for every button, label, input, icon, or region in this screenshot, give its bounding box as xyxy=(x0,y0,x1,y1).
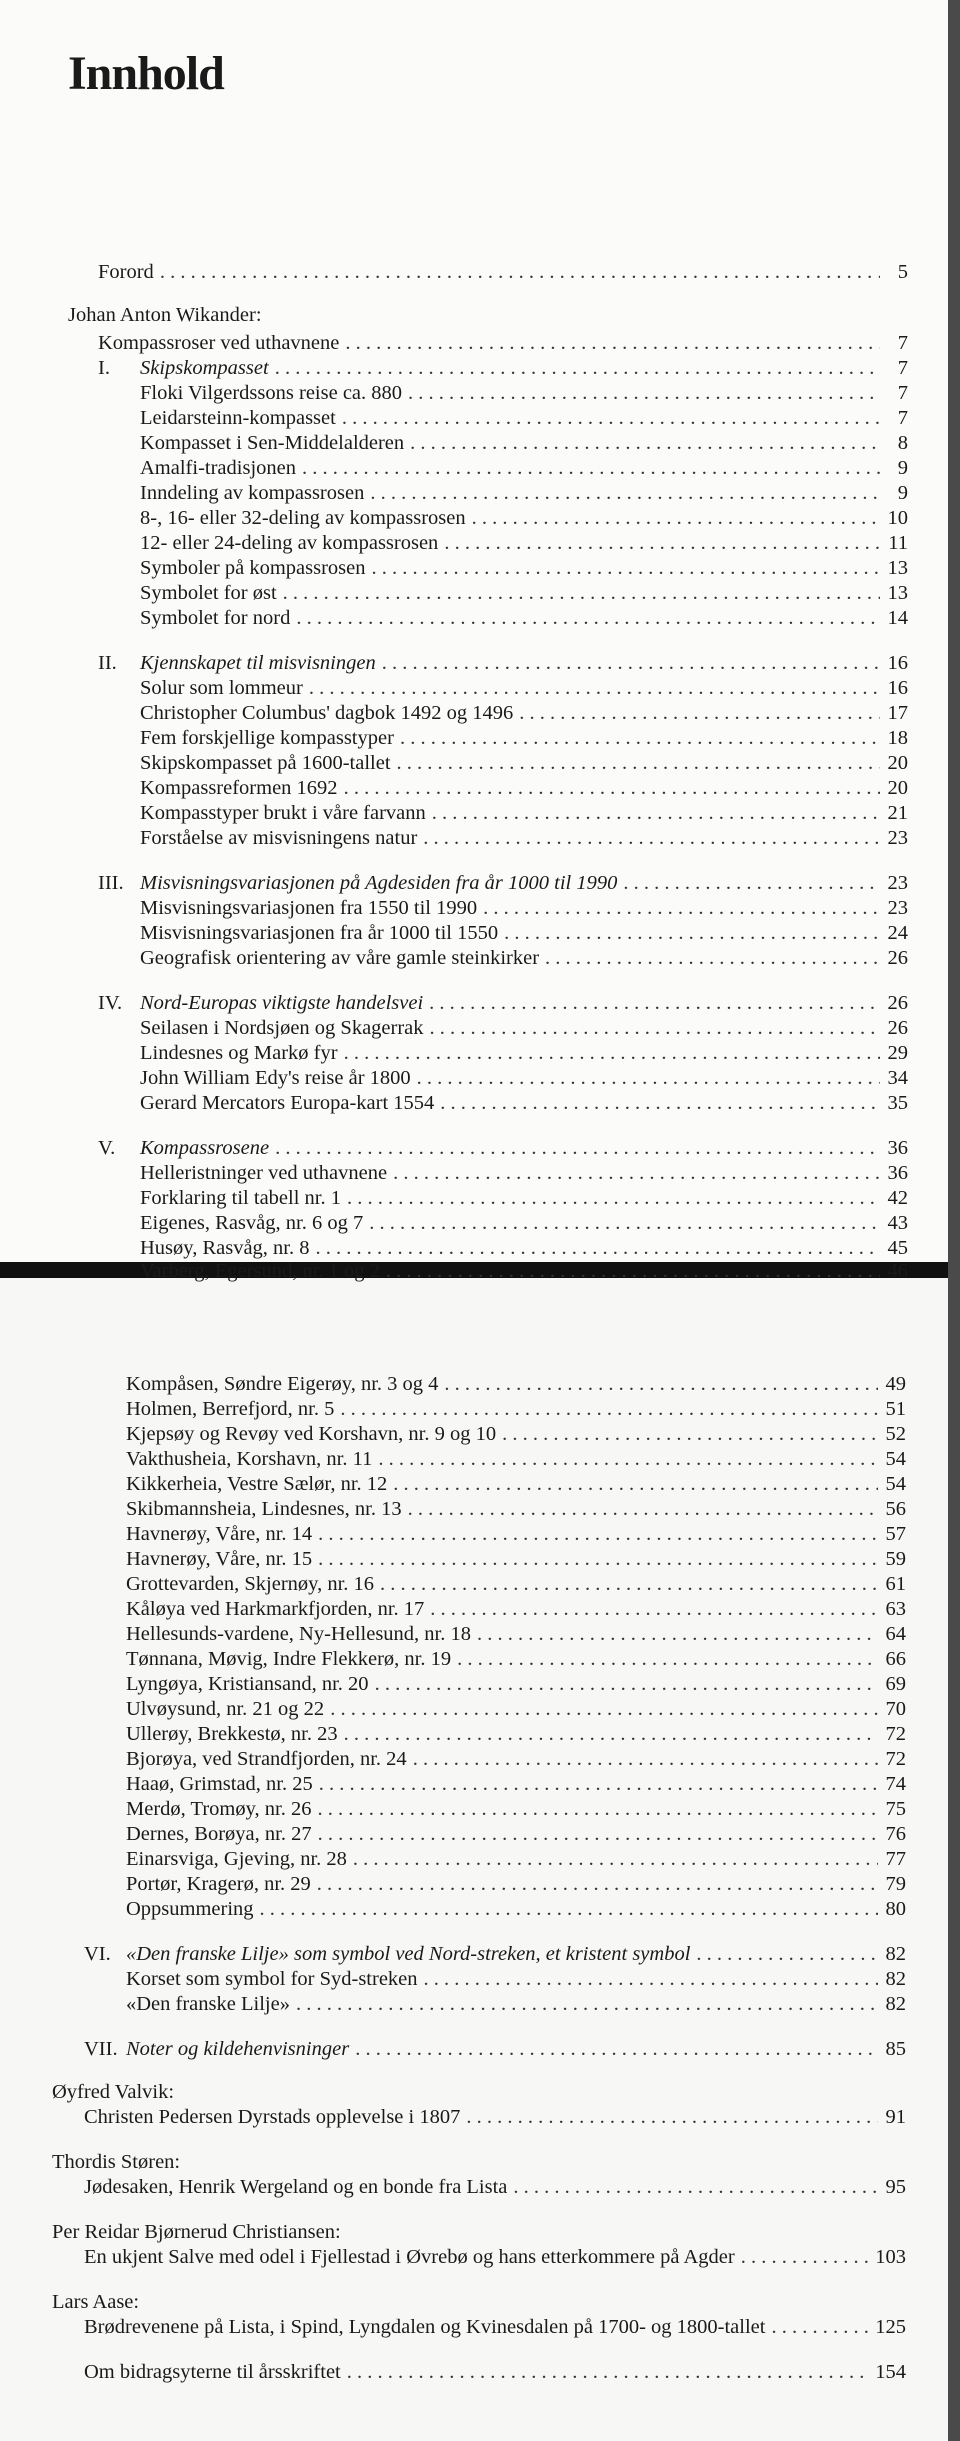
entry-title: Misvisningsvariasjonen fra 1550 til 1990 xyxy=(140,897,478,919)
dot-leader xyxy=(440,1091,880,1115)
entry-title: Lyngøya, Kristiansand, nr. 20 xyxy=(126,1673,369,1695)
toc-entry xyxy=(140,381,908,405)
page-number: 20 xyxy=(887,777,908,799)
dot-leader xyxy=(397,751,880,775)
toc-entry xyxy=(126,1967,906,1991)
page-number: 57 xyxy=(885,1523,906,1545)
toc-entry xyxy=(140,701,908,725)
chapter-number: III. xyxy=(98,872,124,894)
chapter-title: Kjennskapet til misvisningen xyxy=(140,652,376,674)
entry-title: Christopher Columbus' dagbok 1492 og 1496 xyxy=(140,702,514,724)
chapter-number: VI. xyxy=(84,1943,111,1965)
toc-entry xyxy=(140,556,908,580)
dot-leader xyxy=(410,431,880,455)
entry-title: Geografisk orientering av våre gamle steinkirker xyxy=(140,947,540,969)
entry-title: Ulvøysund, nr. 21 og 22 xyxy=(126,1698,325,1720)
dot-leader xyxy=(371,556,880,580)
dot-leader xyxy=(344,1722,878,1746)
dot-leader xyxy=(502,1422,878,1446)
toc-entry xyxy=(126,1622,906,1646)
dot-leader xyxy=(382,651,880,675)
entry-title: Hellesunds-vardene, Ny-Hellesund, nr. 18 xyxy=(126,1623,471,1645)
dot-leader xyxy=(771,2315,869,2339)
page-number: 59 xyxy=(885,1548,906,1570)
dot-leader xyxy=(347,1186,880,1210)
page-number: 20 xyxy=(887,752,908,774)
page-number: 95 xyxy=(885,2176,906,2198)
entry-title: Forståelse av misvisningens natur xyxy=(140,827,418,849)
dot-leader xyxy=(400,726,880,750)
page-number: 54 xyxy=(885,1473,906,1495)
page-number: 80 xyxy=(885,1898,906,1920)
toc-entry xyxy=(126,1672,906,1696)
page-number: 45 xyxy=(887,1237,908,1259)
scan-edge xyxy=(948,0,960,2441)
page-number: 75 xyxy=(885,1798,906,1820)
dot-leader xyxy=(316,1236,881,1260)
entry-title: Skipskompasset på 1600-tallet xyxy=(140,752,391,774)
dot-leader xyxy=(275,1136,880,1160)
page-number: 9 xyxy=(897,482,908,504)
entry-title: Vakthusheia, Korshavn, nr. 11 xyxy=(126,1448,373,1470)
toc-entry xyxy=(140,456,908,480)
page-number: 54 xyxy=(885,1448,906,1470)
dot-leader xyxy=(296,1992,878,2016)
entry-title: Symbolet for nord xyxy=(140,607,291,629)
toc-entry xyxy=(84,2037,906,2061)
dot-leader xyxy=(380,1572,878,1596)
page-number: 5 xyxy=(897,261,908,283)
toc-entry xyxy=(126,1597,906,1621)
entry-title: Kompassreformen 1692 xyxy=(140,777,338,799)
page-number: 43 xyxy=(887,1212,908,1234)
entry-title: Tønnana, Møvig, Indre Flekkerø, nr. 19 xyxy=(126,1648,452,1670)
page-number: 69 xyxy=(885,1673,906,1695)
entry-title: Kompåsen, Søndre Eigerøy, nr. 3 og 4 xyxy=(126,1373,439,1395)
dot-leader xyxy=(429,991,880,1015)
toc-entry xyxy=(140,726,908,750)
page-number: 46 xyxy=(887,1260,908,1282)
page-title: Innhold xyxy=(68,47,224,100)
chapter-number: IV. xyxy=(98,992,123,1014)
dot-leader xyxy=(160,260,880,284)
entry-title: John William Edy's reise år 1800 xyxy=(140,1067,411,1089)
page-number: 8 xyxy=(897,432,908,454)
page-number: 52 xyxy=(885,1423,906,1445)
toc-entry xyxy=(140,1186,908,1210)
entry-title: Brødrevenene på Lista, i Spind, Lyngdalen og Kvinesdalen på 1700- og 1800-tallet xyxy=(84,2316,766,2338)
dot-leader xyxy=(340,1397,878,1421)
dot-leader xyxy=(483,896,880,920)
toc-entry xyxy=(140,676,908,700)
toc-entry xyxy=(140,921,908,945)
page-number: 82 xyxy=(885,1993,906,2015)
page-number: 13 xyxy=(887,557,908,579)
toc-entry xyxy=(140,1161,908,1185)
dot-leader xyxy=(408,1497,878,1521)
page-number: 7 xyxy=(897,382,908,404)
entry-title: Kjepsøy og Revøy ved Korshavn, nr. 9 og 10 xyxy=(126,1423,497,1445)
entry-title: Haaø, Grimstad, nr. 25 xyxy=(126,1773,313,1795)
toc-entry xyxy=(126,1447,906,1471)
dot-leader xyxy=(417,1066,880,1090)
entry-title: Korset som symbol for Syd-streken xyxy=(126,1968,418,1990)
page-number: 35 xyxy=(887,1092,908,1114)
entry-title: Einarsviga, Gjeving, nr. 28 xyxy=(126,1848,347,1870)
toc-entry xyxy=(98,871,908,895)
entry-title: Fem forskjellige kompasstyper xyxy=(140,727,394,749)
page-number: 36 xyxy=(887,1137,908,1159)
dot-leader xyxy=(430,1016,880,1040)
toc-entry xyxy=(84,2315,906,2339)
toc-entry xyxy=(140,896,908,920)
page-number: 49 xyxy=(885,1373,906,1395)
page-number: 11 xyxy=(888,532,908,554)
toc-entry xyxy=(98,991,908,1015)
page-number: 36 xyxy=(887,1162,908,1184)
chapter-title: Kompassrosene xyxy=(140,1137,270,1159)
entry-title: Floki Vilgerdssons reise ca. 880 xyxy=(140,382,403,404)
dot-leader xyxy=(330,1697,878,1721)
dot-leader xyxy=(472,506,880,530)
author-heading: Per Reidar Bjørnerud Christiansen: xyxy=(52,2221,341,2243)
dot-leader xyxy=(369,1211,880,1235)
entry-title: Bjorøya, ved Strandfjorden, nr. 24 xyxy=(126,1748,407,1770)
entry-title: Portør, Kragerø, nr. 29 xyxy=(126,1873,311,1895)
page-number: 10 xyxy=(887,507,908,529)
page-number: 79 xyxy=(885,1873,906,1895)
page-number: 17 xyxy=(887,702,908,724)
chapter-title: Noter og kildehenvisninger xyxy=(126,2038,350,2060)
dot-leader xyxy=(353,1847,878,1871)
toc-entry xyxy=(98,331,908,355)
page-number: 18 xyxy=(887,727,908,749)
page-number: 23 xyxy=(887,827,908,849)
page-number: 23 xyxy=(887,872,908,894)
page-number: 29 xyxy=(887,1042,908,1064)
dot-leader xyxy=(466,2105,878,2129)
toc-entry xyxy=(126,1522,906,1546)
page-number: 26 xyxy=(887,1017,908,1039)
entry-title: Lindesnes og Markø fyr xyxy=(140,1042,338,1064)
toc-entry xyxy=(126,1697,906,1721)
page-number: 64 xyxy=(885,1623,906,1645)
page-number: 61 xyxy=(885,1573,906,1595)
chapter-title: Misvisningsvariasjonen på Agdesiden fra år 1000 til 1990 xyxy=(140,872,618,894)
dot-leader xyxy=(317,1797,878,1821)
entry-title: Husøy, Rasvåg, nr. 8 xyxy=(140,1237,310,1259)
dot-leader xyxy=(319,1772,878,1796)
page-number: 72 xyxy=(885,1723,906,1745)
dot-leader xyxy=(444,1372,878,1396)
entry-title: Amalfi-tradisjonen xyxy=(140,457,296,479)
toc-entry xyxy=(126,1547,906,1571)
chapter-title: Skipskompasset xyxy=(140,357,269,379)
toc-entry xyxy=(126,1722,906,1746)
dot-leader xyxy=(696,1942,878,1966)
page-number: 16 xyxy=(887,677,908,699)
page-number: 77 xyxy=(885,1848,906,1870)
page-number: 51 xyxy=(885,1398,906,1420)
entry-title: Kikkerheia, Vestre Sælør, nr. 12 xyxy=(126,1473,388,1495)
toc-entry xyxy=(126,1897,906,1921)
entry-title: Kompasstyper brukt i våre farvann xyxy=(140,802,426,824)
toc-entry xyxy=(98,651,908,675)
dot-leader xyxy=(345,331,880,355)
page-number: 21 xyxy=(887,802,908,824)
chapter-number: II. xyxy=(98,652,117,674)
toc-entry xyxy=(140,481,908,505)
entry-title: Forord xyxy=(98,261,154,283)
entry-title: 8-, 16- eller 32-deling av kompassrosen xyxy=(140,507,466,529)
toc-entry xyxy=(140,801,908,825)
page-number: 7 xyxy=(897,332,908,354)
toc-entry xyxy=(140,606,908,630)
toc-entry xyxy=(98,260,908,284)
entry-title: Kompasset i Sen-Middelalderen xyxy=(140,432,405,454)
chapter-number: VII. xyxy=(84,2038,118,2060)
toc-entry xyxy=(140,1259,908,1283)
dot-leader xyxy=(393,1472,878,1496)
dot-leader xyxy=(423,826,880,850)
dot-leader xyxy=(457,1647,878,1671)
toc-entry xyxy=(84,2245,906,2269)
dot-leader xyxy=(378,1447,878,1471)
entry-title: Christen Pedersen Dyrstads opplevelse i 1807 xyxy=(84,2106,461,2128)
entry-title: En ukjent Salve med odel i Fjellestad i Øvrebø og hans etterkommere på Agder xyxy=(84,2246,735,2268)
entry-title: Misvisningsvariasjonen fra år 1000 til 1550 xyxy=(140,922,499,944)
toc-entry xyxy=(140,581,908,605)
author-heading: Thordis Støren: xyxy=(52,2151,181,2173)
toc-entry xyxy=(84,2175,906,2199)
dot-leader xyxy=(347,2360,869,2384)
toc-entry xyxy=(140,751,908,775)
page-number: 24 xyxy=(887,922,908,944)
page-number: 7 xyxy=(897,407,908,429)
toc-entry xyxy=(140,776,908,800)
toc-entry xyxy=(140,1066,908,1090)
dot-leader xyxy=(432,801,880,825)
entry-title: Eigenes, Rasvåg, nr. 6 og 7 xyxy=(140,1212,364,1234)
dot-leader xyxy=(413,1747,878,1771)
dot-leader xyxy=(344,776,880,800)
dot-leader xyxy=(386,1259,880,1283)
toc-entry xyxy=(126,1372,906,1396)
page-number: 125 xyxy=(875,2316,906,2338)
toc-entry xyxy=(126,1572,906,1596)
entry-title: Forklaring til tabell nr. 1 xyxy=(140,1187,341,1209)
dot-leader xyxy=(355,2037,878,2061)
toc-entry xyxy=(126,1822,906,1846)
dot-leader xyxy=(275,356,880,380)
toc-entry xyxy=(126,1872,906,1896)
page-number: 13 xyxy=(887,582,908,604)
dot-leader xyxy=(302,456,880,480)
page-number: 23 xyxy=(887,897,908,919)
entry-title: Varberg, Egersund, nr. 1 og 2 xyxy=(140,1260,380,1282)
dot-leader xyxy=(430,1597,878,1621)
dot-leader xyxy=(296,606,880,630)
chapter-title: Nord-Europas viktigste handelsvei xyxy=(140,992,424,1014)
dot-leader xyxy=(393,1161,880,1185)
toc-entry xyxy=(140,1041,908,1065)
dot-leader xyxy=(344,1041,880,1065)
toc-entry xyxy=(140,1091,908,1115)
dot-leader xyxy=(424,1967,878,1991)
toc-entry xyxy=(84,2360,906,2384)
toc-entry xyxy=(98,1136,908,1160)
entry-title: Jødesaken, Henrik Wergeland og en bonde fra Lista xyxy=(84,2176,508,2198)
toc-entry xyxy=(98,356,908,380)
dot-leader xyxy=(408,381,880,405)
dot-leader xyxy=(318,1522,878,1546)
author-heading: Øyfred Valvik: xyxy=(52,2081,175,2103)
dot-leader xyxy=(318,1822,878,1846)
toc-entry xyxy=(126,1992,906,2016)
toc-entry xyxy=(126,1797,906,1821)
entry-title: Leidarsteinn-kompasset xyxy=(140,407,336,429)
author-heading: Johan Anton Wikander: xyxy=(68,304,262,326)
entry-title: Havnerøy, Våre, nr. 15 xyxy=(126,1548,313,1570)
toc-entry xyxy=(84,1942,906,1966)
dot-leader xyxy=(504,921,880,945)
toc-entry xyxy=(126,1422,906,1446)
toc-entry xyxy=(126,1647,906,1671)
dot-leader xyxy=(545,946,880,970)
toc-entry xyxy=(126,1772,906,1796)
entry-title: «Den franske Lilje» xyxy=(126,1993,290,2015)
page-number: 56 xyxy=(885,1498,906,1520)
page-number: 14 xyxy=(887,607,908,629)
page-number: 34 xyxy=(887,1067,908,1089)
entry-title: Holmen, Berrefjord, nr. 5 xyxy=(126,1398,335,1420)
author-heading: Lars Aase: xyxy=(52,2291,140,2313)
page-number: 9 xyxy=(897,457,908,479)
page-number: 66 xyxy=(885,1648,906,1670)
toc-entry xyxy=(140,406,908,430)
dot-leader xyxy=(283,581,880,605)
chapter-number: V. xyxy=(98,1137,116,1159)
dot-leader xyxy=(375,1672,878,1696)
page-number: 82 xyxy=(885,1943,906,1965)
entry-title: Kompassroser ved uthavnene xyxy=(98,332,340,354)
dot-leader xyxy=(317,1872,878,1896)
entry-title: Grottevarden, Skjernøy, nr. 16 xyxy=(126,1573,375,1595)
entry-title: Inndeling av kompassrosen xyxy=(140,482,365,504)
toc-entry xyxy=(140,1211,908,1235)
entry-title: Symboler på kompassrosen xyxy=(140,557,366,579)
page-number: 154 xyxy=(875,2361,906,2383)
toc-entry xyxy=(140,531,908,555)
dot-leader xyxy=(519,701,880,725)
chapter-number: I. xyxy=(98,357,110,379)
page-number: 72 xyxy=(885,1748,906,1770)
page-number: 26 xyxy=(887,947,908,969)
entry-title: Skibmannsheia, Lindesnes, nr. 13 xyxy=(126,1498,402,1520)
dot-leader xyxy=(309,676,880,700)
page-number: 82 xyxy=(885,1968,906,1990)
toc-entry xyxy=(126,1747,906,1771)
entry-title: Solur som lommeur xyxy=(140,677,303,699)
toc-entry xyxy=(126,1472,906,1496)
entry-title: 12- eller 24-deling av kompassrosen xyxy=(140,532,439,554)
entry-title: Ullerøy, Brekkestø, nr. 23 xyxy=(126,1723,338,1745)
entry-title: Symbolet for øst xyxy=(140,582,277,604)
page-number: 85 xyxy=(885,2038,906,2060)
entry-title: Havnerøy, Våre, nr. 14 xyxy=(126,1523,313,1545)
page-number: 63 xyxy=(885,1598,906,1620)
toc-entry xyxy=(140,826,908,850)
entry-title: Helleristninger ved uthavnene xyxy=(140,1162,388,1184)
entry-title: Oppsummering xyxy=(126,1898,254,1920)
toc-entry xyxy=(140,1016,908,1040)
dot-leader xyxy=(370,481,880,505)
entry-title: Dernes, Borøya, nr. 27 xyxy=(126,1823,312,1845)
dot-leader xyxy=(513,2175,878,2199)
page-number: 26 xyxy=(887,992,908,1014)
toc-entry xyxy=(126,1397,906,1421)
entry-title: Gerard Mercators Europa-kart 1554 xyxy=(140,1092,435,1114)
page-number: 42 xyxy=(887,1187,908,1209)
toc-entry xyxy=(140,1236,908,1260)
dot-leader xyxy=(318,1547,878,1571)
toc-entry xyxy=(84,2105,906,2129)
toc-entry xyxy=(140,431,908,455)
toc-entry xyxy=(126,1847,906,1871)
page-number: 16 xyxy=(887,652,908,674)
dot-leader xyxy=(477,1622,878,1646)
toc-entry xyxy=(140,506,908,530)
entry-title: Seilasen i Nordsjøen og Skagerrak xyxy=(140,1017,424,1039)
toc-entry xyxy=(126,1497,906,1521)
dot-leader xyxy=(444,531,880,555)
page-number: 76 xyxy=(885,1823,906,1845)
page-number: 74 xyxy=(885,1773,906,1795)
dot-leader xyxy=(342,406,880,430)
dot-leader xyxy=(741,2245,870,2269)
dot-leader xyxy=(623,871,880,895)
page-number: 7 xyxy=(897,357,908,379)
page-number: 103 xyxy=(875,2246,906,2268)
toc-entry xyxy=(140,946,908,970)
entry-title: Kåløya ved Harkmarkfjorden, nr. 17 xyxy=(126,1598,425,1620)
page-number: 91 xyxy=(885,2106,906,2128)
entry-title: Merdø, Tromøy, nr. 26 xyxy=(126,1798,312,1820)
chapter-title: «Den franske Lilje» som symbol ved Nord-streken, et kristent symbol xyxy=(126,1943,691,1965)
entry-title: Om bidragsyterne til årsskriftet xyxy=(84,2361,341,2383)
dot-leader xyxy=(260,1897,878,1921)
page-number: 70 xyxy=(885,1698,906,1720)
